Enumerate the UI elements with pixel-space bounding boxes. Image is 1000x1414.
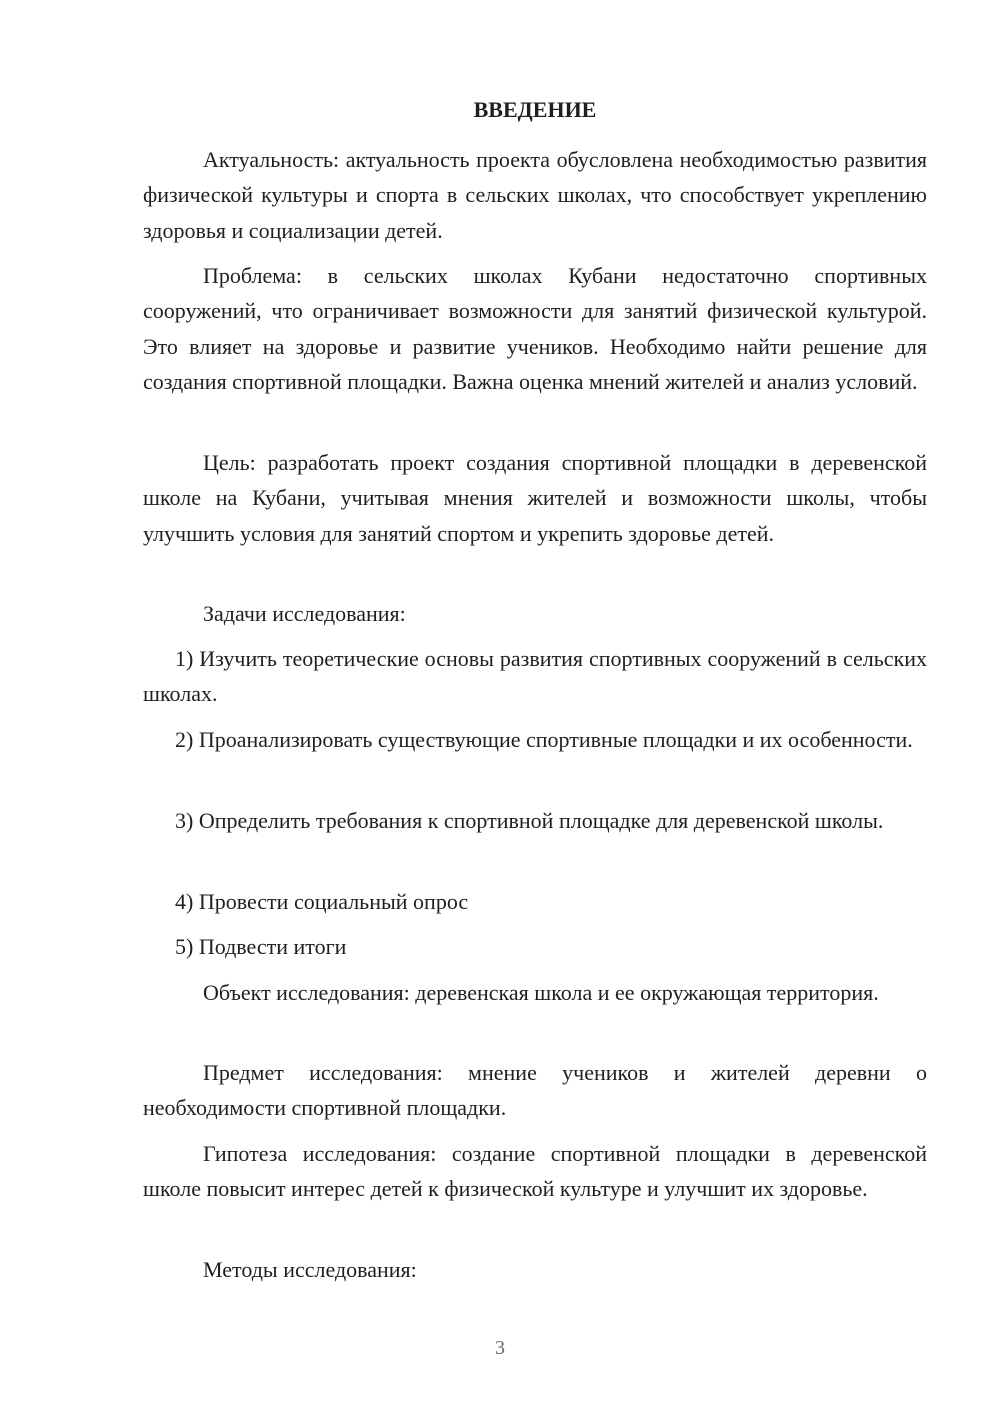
task-item-5: 5) Подвести итоги [175,934,347,959]
section-title: ВВЕДЕНИЕ [473,97,597,122]
methods-heading: Методы исследования: [203,1257,417,1282]
paragraph-problem: Проблема: в сельских школах Кубани недостаточно спортивных сооружений, что ограничивает возможности для занятий физической культурой. Это влияет на здоровье и развитие учеников. Необходимо найти решение для создания спортивной площадки. Важна оценка мнений жителей и анализ условий. [143,263,927,395]
paragraph-subject: Предмет исследования: мнение учеников и жителей деревни о необходимости спортивной площадки. [143,1060,927,1121]
page-number: 3 [495,1337,505,1359]
task-item-2: 2) Проанализировать существующие спортивные площадки и их особенности. [175,727,913,752]
paragraph-relevance: Актуальность: актуальность проекта обусловлена необходимостью развития физической культуры и спорта в сельских школах, что способствует укреплению здоровья и социализации детей. [143,147,927,243]
task-item-1: 1) Изучить теоретические основы развития спортивных сооружений в сельских школах. [143,646,927,707]
paragraph-goal: Цель: разработать проект создания спортивной площадки в деревенской школе на Кубани, учитывая мнения жителей и возможности школы, чтобы улучшить условия для занятий спортом и укрепить здоровье детей. [143,450,927,546]
task-item-3: 3) Определить требования к спортивной площадке для деревенской школы. [175,808,884,833]
paragraph-object: Объект исследования: деревенская школа и ее окружающая территория. [203,980,879,1005]
task-item-4: 4) Провести социальный опрос [175,889,469,914]
paragraph-hypothesis: Гипотеза исследования: создание спортивной площадки в деревенской школе повысит интерес детей к физической культуре и улучшит их здоровье. [143,1141,927,1202]
tasks-heading: Задачи исследования: [203,601,406,626]
